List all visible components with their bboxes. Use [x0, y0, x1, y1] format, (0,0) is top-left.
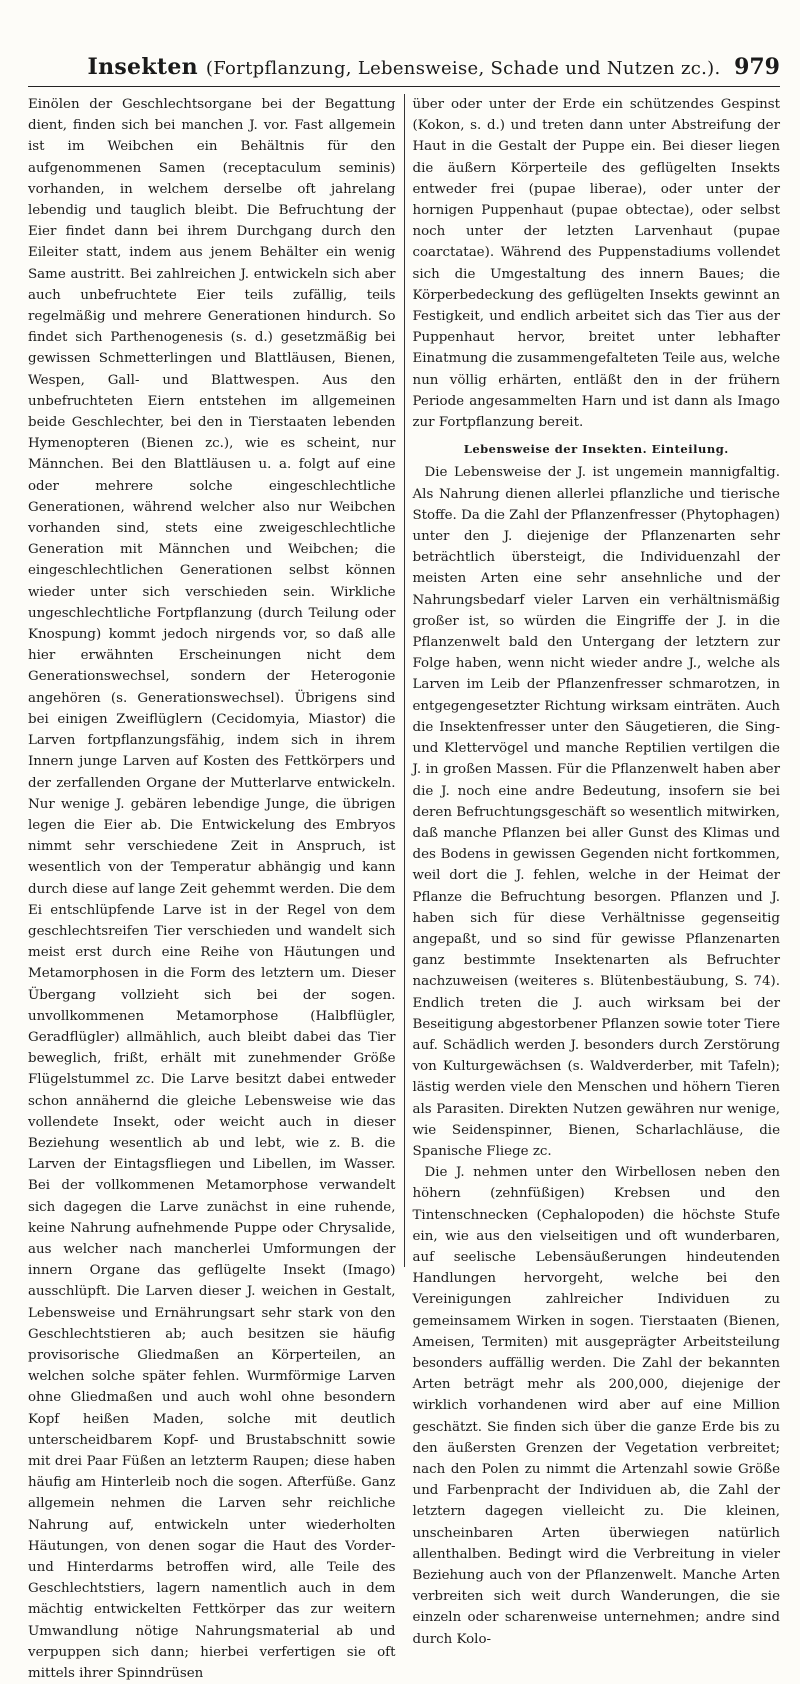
text-columns: [28, 94, 780, 1682]
title-subtitle: (Fortpflanzung, Lebensweise, Schade und Nutzen zc.).: [205, 58, 721, 79]
left-column: [28, 94, 405, 1682]
paragraph: über oder unter der Erde ein schützendes Gespinst (Kokon, s. d.) und treten dann unter Abstreifung der Haut in die Gestalt der Puppe ein. Bei dieser liegen die äußern Körperteile des geflügelten Insekts entweder frei (pupae liberae), oder unter der hornigen Puppenhaut (pupae obtectae), oder selbst noch unter der letzten Larvenhaut (pupae coarctatae). Während des Puppenstadiums vollendet sich die Umgestaltung des innern Baues; die Körperbedeckung des geflügelten Insekts gewinnt an Festigkeit, und endlich arbeitet sich das Tier aus der Puppenhaut hervor, breitet unter lebhafter Einatmung die zusammengefalteten Teile aus, welche nun völlig erhärten, entläßt den in der frühern Periode angesammelten Harn und ist dann als Imago zur Fortpflanzung bereit.: [412, 97, 780, 431]
right-column: [405, 94, 781, 1647]
title-main: Insekten: [87, 54, 198, 80]
paragraph: Die Lebensweise der J. ist ungemein mannigfaltig. Als Nahrung dienen allerlei pflanzliche und tierische Stoffe. Da die Zahl der Pflanzenfresser (Phytophagen) unter den J. diejenige der Pflanzenarten sehr beträchtlich übersteigt, die Individuenzahl der meisten Arten eine sehr ansehnliche und der Nahrungsbedarf vieler Larven ein verhältnismäßig großer ist, so würden die Eingriffe der J. in die Pflanzenwelt bald den Untergang der letztern zur Folge haben, wenn nicht wieder andre J., welche als Larven im Leib der Pflanzenfresser schmarotzen, in entgegengesetzter Richtung wirksam einträten. Auch die Insektenfresser unter den Säugetieren, die Sing- und Klettervögel und manche Reptilien vertilgen die J. in großen Massen. Für die Pflanzenwelt haben aber die J. noch eine andre Bedeutung, insofern sie bei deren Befruchtungsgeschäft so wesentlich mitwirken, daß manche Pflanzen bei aller Gunst des Klimas und des Bodens in gewissen Gegenden nicht fortkommen, weil dort die J. fehlen, welche in der Heimat der Pflanze die Befruchtung besorgen. Pflanzen und J. haben sich für diese Verhältnisse gegenseitig angepaßt, und so sind für gewisse Pflanzenarten ganz bestimmte Insektenarten als Befruchter nachzuweisen (weiteres s. Blütenbestäubung, S. 74). Endlich treten die J. auch wirksam bei der Beseitigung abgestorbener Pflanzen sowie toter Tiere auf. Schädlich werden J. besonders durch Zerstörung von Kulturgewächsen (s. Waldverderber, mit Tafeln); lästig werden viele den Menschen und höhern Tieren als Parasiten. Direkten Nutzen gewähren nur wenige, wie Seidenspinner, Bienen, Scharlachläuse, die Spanische Fliege zc.: [412, 465, 780, 1159]
page-number: 979: [734, 54, 780, 80]
paragraph: Einölen der Geschlechtsorgane bei der Begattung dient, finden sich bei manchen J. vor. Fast allgemein ist im Weibchen ein Behältnis für den aufgenommenen Samen (receptaculum seminis) vorhanden, in welchem derselbe oft jahrelang lebendig und tauglich bleibt. Die Befruchtung der Eier findet dann bei ihrem Durchgang durch den Eileiter statt, indem aus jenem Behälter ein wenig Same austritt. Bei zahlreichen J. entwickeln sich aber auch unbefruchtete Eier teils zufällig, teils regelmäßig und mehrere Generationen hindurch. So findet sich Parthenogenesis (s. d.) gesetzmäßig bei gewissen Schmetterlingen und Blattläusen, Bienen, Wespen, Gall- und Blattwespen. Aus den unbefruchteten Eiern entstehen im allgemeinen beide Geschlechter, bei den in Tierstaaten lebenden Hymenopteren (Bienen zc.), wie es scheint, nur Männchen. Bei den Blattläusen u. a. folgt auf eine oder mehrere solche eingeschlechtliche Generationen, während welcher also nur Weibchen vorhanden sind, stets eine zweigeschlechtliche Generation mit Männchen und Weibchen; die eingeschlechtlichen Generationen selbst können wieder unter sich verschieden sein. Wirkliche ungeschlechtliche Fortpflanzung (durch Teilung oder Knospung) kommt jedoch nirgends vor, so daß alle hier erwähnten Erscheinungen nicht dem Generationswechsel, sondern der Heterogonie angehören (s. Generationswechsel). Übrigens sind bei einigen Zweiflüglern (Cecidomyia, Miastor) die Larven fortpflanzungsfähig, indem sich in ihrem Innern junge Larven auf Kosten des Fettkörpers und der zerfallenden Organe der Mutterlarve entwickeln. Nur wenige J. gebären lebendige Junge, die übrigen legen die Eier ab. Die Entwickelung des Embryos nimmt sehr verschiedene Zeit in Anspruch, ist wesentlich von der Temperatur abhängig und kann durch diese auf lange Zeit gehemmt werden. Die dem Ei entschlüpfende Larve ist in der Regel von dem geschlechtsreifen Tier verschieden und wandelt sich meist erst durch eine Reihe von Häutungen und Metamorphosen in die Form des letztern um. Dieser Übergang vollzieht sich bei der sogen. unvollkommenen Metamorphose (Halbflügler, Geradflügler) allmählich, auch bleibt dabei das Tier beweglich, frißt, erhält mit zunehmender Größe Flügelstummel zc. Die Larve besitzt dabei entweder schon annähernd die gleiche Lebensweise wie das vollendete Insekt, oder weicht auch in dieser Beziehung wesentlich ab und lebt, wie z. B. die Larven der Eintagsfliegen und Libellen, im Wasser. Bei der vollkommenen Metamorphose verwandelt sich dagegen die Larve zunächst in eine ruhende, keine Nahrung aufnehmende Puppe oder Chrysalide, aus welcher nach mancherlei Umformungen der innern Organe das geflügelte Insekt (Imago) ausschlüpft. Die Larven dieser J. weichen in Gestalt, Lebensweise und Ernährungsart sehr stark von den Geschlechtstieren ab; auch besitzen sie häufig provisorische Gliedmaßen an Körperteilen, an welchen solche später fehlen. Wurmförmige Larven ohne Gliedmaßen und auch wohl ohne besondern Kopf heißen Maden, solche mit deutlich unterscheidbarem Kopf- und Brustabschnitt sowie mit drei Paar Füßen an letzterm Raupen; diese haben häufig am Hinterleib noch die sogen. Afterfüße. Ganz allgemein nehmen die Larven sehr reichliche Nahrung auf, entwickeln unter wiederholten Häutungen, von denen sogar die Haut des Vorder- und Hinterdarms betroffen wird, alle Teile des Geschlechtstiers, lagern namentlich auch in dem mächtig entwickelten Fettkörper das zur weitern Umwandlung nötige Nahrungsmaterial ab und verpuppen sich dann; hierbei verfertigen sie oft mittels ihrer Spinndrüsen: [28, 97, 396, 1682]
section-heading: Lebensweise der Insekten. Einteilung.: [463, 442, 729, 457]
page-title: [28, 54, 780, 80]
running-head: [28, 50, 780, 87]
paragraph: Die J. nehmen unter den Wirbellosen neben den höhern (zehnfüßigen) Krebsen und den Tintenschnecken (Cephalopoden) die höchste Stufe ein, wie aus den vielseitigen und oft wunderbaren, auf seelische Lebensäußerungen hindeutenden Handlungen hervorgeht, welche bei den Vereinigungen zahlreicher Individuen zu gemeinsamem Wirken in sogen. Tierstaaten (Bienen, Ameisen, Termiten) mit ausgeprägter Arbeitsteilung besonders auffällig werden. Die Zahl der bekannten Arten beträgt mehr als 200,000, diejenige der wirklich vorhandenen wird aber auf eine Million geschätzt. Sie finden sich über die ganze Erde bis zu den äußersten Grenzen der Vegetation verbreitet; nach den Polen zu nimmt die Artenzahl sowie Größe und Farbenpracht der Individuen ab, die Zahl der letztern dagegen vielleicht zu. Die kleinen, unscheinbaren Arten überwiegen natürlich allenthalben. Bedingt wird die Verbreitung in vieler Beziehung auch von der Pflanzenwelt. Manche Arten verbreiten sich weit durch Wanderungen, die sie einzeln oder scharenweise unternehmen; andre sind durch Kolo-: [412, 1165, 780, 1647]
